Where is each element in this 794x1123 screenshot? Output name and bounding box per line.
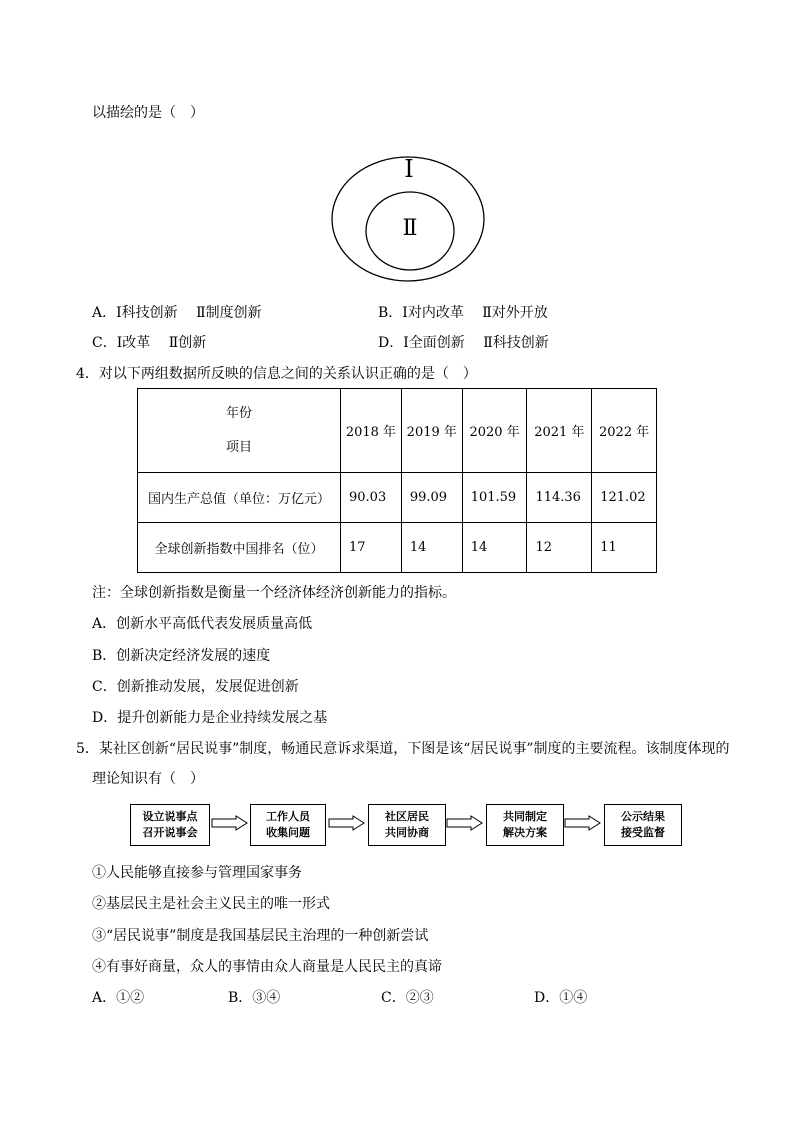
table-header-row [138, 389, 657, 473]
flow-step-text: 召开说事会 [142, 826, 198, 839]
year-2019: 2019 年 [401, 389, 462, 473]
q4-stem: 4．对以下两组数据所反映的信息之间的关系认识正确的是（ ） [76, 366, 477, 382]
q3-option-d[interactable]: D．Ⅰ全面创新 Ⅱ科技创新 [378, 335, 549, 351]
q4-option-b[interactable]: B．创新决定经济发展的速度 [92, 648, 271, 664]
q3-option-a[interactable]: A．Ⅰ科技创新 Ⅱ制度创新 [92, 305, 262, 321]
flow-arrow-icon [446, 815, 484, 831]
outer-label: I [404, 155, 414, 183]
table-cell: 99.09 [401, 473, 462, 523]
table-cell: 14 [401, 523, 462, 573]
q5-option-b[interactable]: B．③④ [228, 990, 281, 1006]
flow-step-text: 接受监督 [621, 826, 665, 839]
table-corner-cell [138, 389, 341, 473]
q4-data-table [137, 388, 657, 573]
year-2021: 2021 年 [527, 389, 592, 473]
q5-stem-line-2: 理论知识有（ ） [92, 771, 204, 787]
flow-arrow-icon [328, 815, 366, 831]
venn-diagram [330, 155, 490, 285]
year-2022: 2022 年 [592, 389, 657, 473]
flow-step-text: 解决方案 [503, 826, 547, 839]
table-row [138, 473, 657, 523]
table-row [138, 523, 657, 573]
flow-step-1 [130, 804, 210, 846]
table-cell: 17 [341, 523, 402, 573]
inner-label: Ⅱ [402, 216, 418, 241]
flow-step-text: 共同制定 [503, 810, 547, 823]
flow-step-4 [486, 804, 564, 846]
q5-statement-2: ②基层民主是社会主义民主的唯一形式 [92, 896, 330, 912]
table-cell: 14 [462, 523, 527, 573]
table-cell: 101.59 [462, 473, 527, 523]
flow-arrow-icon [211, 815, 249, 831]
q5-stem-line-1: 5．某社区创新“居民说事”制度，畅通民意诉求渠道，下图是该“居民说事”制度的主要流程。该制度体现的 [76, 741, 730, 757]
q5-statement-3: ③“居民说事”制度是我国基层民主治理的一种创新尝试 [92, 928, 429, 944]
table-cell: 12 [527, 523, 592, 573]
q4-option-d[interactable]: D．提升创新能力是企业持续发展之基 [92, 710, 328, 726]
q5-statement-4: ④有事好商量，众人的事情由众人商量是人民民主的真谛 [92, 959, 442, 975]
flow-step-text: 收集问题 [266, 826, 310, 839]
table-cell: 121.02 [592, 473, 657, 523]
flow-step-text: 社区居民 [385, 810, 429, 823]
table-cell: 90.03 [341, 473, 402, 523]
q5-option-a[interactable]: A．①② [92, 990, 145, 1006]
table-cell: 114.36 [527, 473, 592, 523]
q3-stem-tail: 以描绘的是（ ） [92, 105, 204, 121]
q5-statement-1: ①人民能够直接参与管理国家事务 [92, 865, 302, 881]
q5-option-c[interactable]: C．②③ [381, 990, 434, 1006]
q4-option-a[interactable]: A．创新水平高低代表发展质量高低 [92, 616, 313, 632]
q5-option-d[interactable]: D．①④ [534, 990, 588, 1006]
flow-step-5 [604, 804, 682, 846]
flow-step-text: 工作人员 [266, 810, 310, 823]
q3-option-c[interactable]: C．Ⅰ改革 Ⅱ创新 [92, 335, 207, 351]
header-year-label: 年份 [225, 405, 252, 421]
flow-step-3 [368, 804, 446, 846]
year-2020: 2020 年 [462, 389, 527, 473]
row-label-gdp: 国内生产总值（单位：万亿元） [138, 473, 341, 523]
q4-option-c[interactable]: C．创新推动发展，发展促进创新 [92, 679, 299, 695]
flow-step-text: 设立说事点 [142, 810, 198, 823]
q3-option-b[interactable]: B．Ⅰ对内改革 Ⅱ对外开放 [378, 305, 548, 321]
flow-step-2 [250, 804, 326, 846]
flow-step-text: 共同协商 [385, 826, 429, 839]
flow-step-text: 公示结果 [621, 810, 665, 823]
header-item-label: 项目 [225, 439, 252, 455]
flow-arrow-icon [564, 815, 602, 831]
q4-note: 注：全球创新指数是衡量一个经济体经济创新能力的指标。 [92, 585, 456, 601]
table-cell: 11 [592, 523, 657, 573]
year-2018: 2018 年 [341, 389, 402, 473]
row-label-gii: 全球创新指数中国排名（位） [138, 523, 341, 573]
